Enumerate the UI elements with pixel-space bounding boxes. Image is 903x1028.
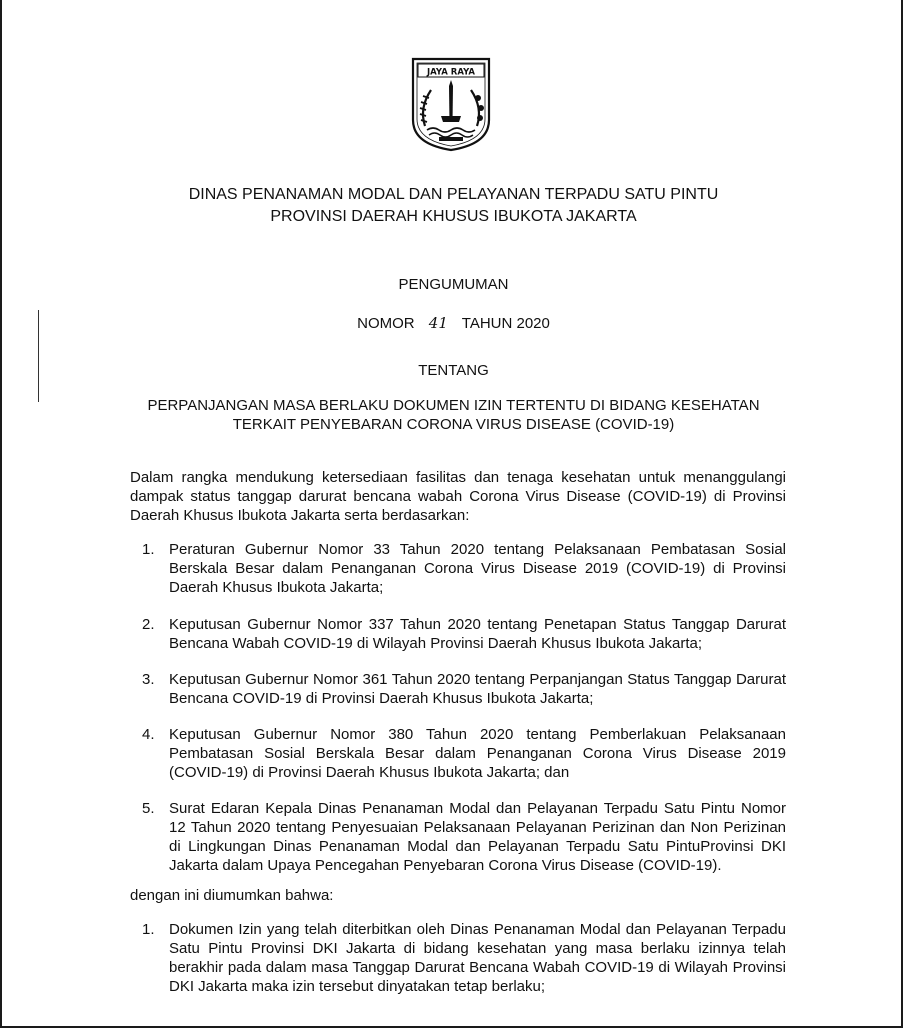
- list-item: [142, 670, 786, 708]
- issuer-line-1: DINAS PENANAMAN MODAL DAN PELAYANAN TERPADU SATU PINTU: [188, 186, 719, 203]
- list-number: 1.: [142, 541, 155, 558]
- subject-line-2: TERKAIT PENYEBARAN CORONA VIRUS DISEASE (COVID-19): [232, 416, 675, 433]
- list-item: [142, 615, 786, 653]
- issuer-header: [2, 184, 903, 228]
- decision-list: [142, 920, 786, 996]
- list-text: Peraturan Gubernur Nomor 33 Tahun 2020 tentang Pelaksanaan Pembatasan Sosial Berskala Besar dalam Penanganan Corona Virus Disease 2019 (COVID-19) di Provinsi Daerah Khusus Ibukota Jakarta;: [169, 541, 786, 596]
- issuer-line-2: PROVINSI DAERAH KHUSUS IBUKOTA JAKARTA: [270, 208, 637, 225]
- regarding-label: TENTANG: [418, 362, 489, 379]
- list-number: 3.: [142, 671, 155, 688]
- number-label: NOMOR: [357, 315, 415, 332]
- list-text: Keputusan Gubernur Nomor 337 Tahun 2020 tentang Penetapan Status Tanggap Darurat Bencana Wabah COVID-19 di Wilayah Provinsi Daerah Khusus Ibukota Jakarta;: [169, 616, 786, 652]
- list-number: 1.: [142, 921, 155, 938]
- list-item: [142, 799, 786, 875]
- list-item: [142, 920, 786, 996]
- intro-paragraph: Dalam rangka mendukung ketersediaan fasilitas dan tenaga kesehatan untuk menanggulangi dampak status tanggap darurat bencana wabah Corona Virus Disease (COVID-19) di Provinsi Daerah Khusus Ibukota Jakarta serta berdasarkan:: [130, 469, 786, 524]
- handwritten-number: 41: [428, 314, 448, 332]
- list-item: [142, 725, 786, 782]
- list-item: [142, 540, 786, 597]
- subject: [2, 396, 903, 434]
- list-text: Keputusan Gubernur Nomor 361 Tahun 2020 tentang Perpanjangan Status Tanggap Darurat Bencana COVID-19 di Provinsi Daerah Khusus Ibukota Jakarta;: [169, 671, 786, 707]
- jakarta-coat-of-arms-icon: [409, 56, 493, 152]
- legal-basis-list: [142, 540, 786, 875]
- list-number: 5.: [142, 800, 155, 817]
- list-text: Surat Edaran Kepala Dinas Penanaman Modal dan Pelayanan Terpadu Satu Pintu Nomor 12 Tahun 2020 tentang Penyesuaian Pelaksanaan Pelayanan Perizinan dan Non Perizinan di Lingkungan Dinas Penanaman Modal dan Pelayanan Terpadu Satu PintuProvinsi DKI Jakarta dalam Upaya Pencegahan Penyebaran Corona Virus Disease (COVID-19).: [169, 800, 786, 874]
- document-number: [2, 314, 903, 332]
- list-text: Keputusan Gubernur Nomor 380 Tahun 2020 tentang Pemberlakuan Pelaksanaan Pembatasan Sosial Berskala Besar dalam Penanganan Corona Virus Disease 2019 (COVID-19) di Provinsi Daerah Khusus Ibukota Jakarta; dan: [169, 726, 786, 781]
- emblem-motto: JAYA RAYA: [426, 67, 476, 78]
- number-year: TAHUN 2020: [461, 315, 550, 332]
- document-title: PENGUMUMAN: [398, 276, 509, 293]
- subject-line-1: PERPANJANGAN MASA BERLAKU DOKUMEN IZIN TERTENTU DI BIDANG KESEHATAN: [147, 397, 760, 414]
- list-text: Dokumen Izin yang telah diterbitkan oleh Dinas Penanaman Modal dan Pelayanan Terpadu Satu Pintu Provinsi DKI Jakarta di bidang kesehatan yang masa berlaku izinnya telah berakhir pada dalam masa Tanggap Darurat Bencana Wabah COVID-19 di Wilayah Provinsi DKI Jakarta maka izin tersebut dinyatakan tetap berlaku;: [169, 921, 786, 995]
- list-number: 2.: [142, 616, 155, 633]
- announcement-line: dengan ini diumumkan bahwa:: [130, 887, 334, 904]
- list-number: 4.: [142, 726, 155, 743]
